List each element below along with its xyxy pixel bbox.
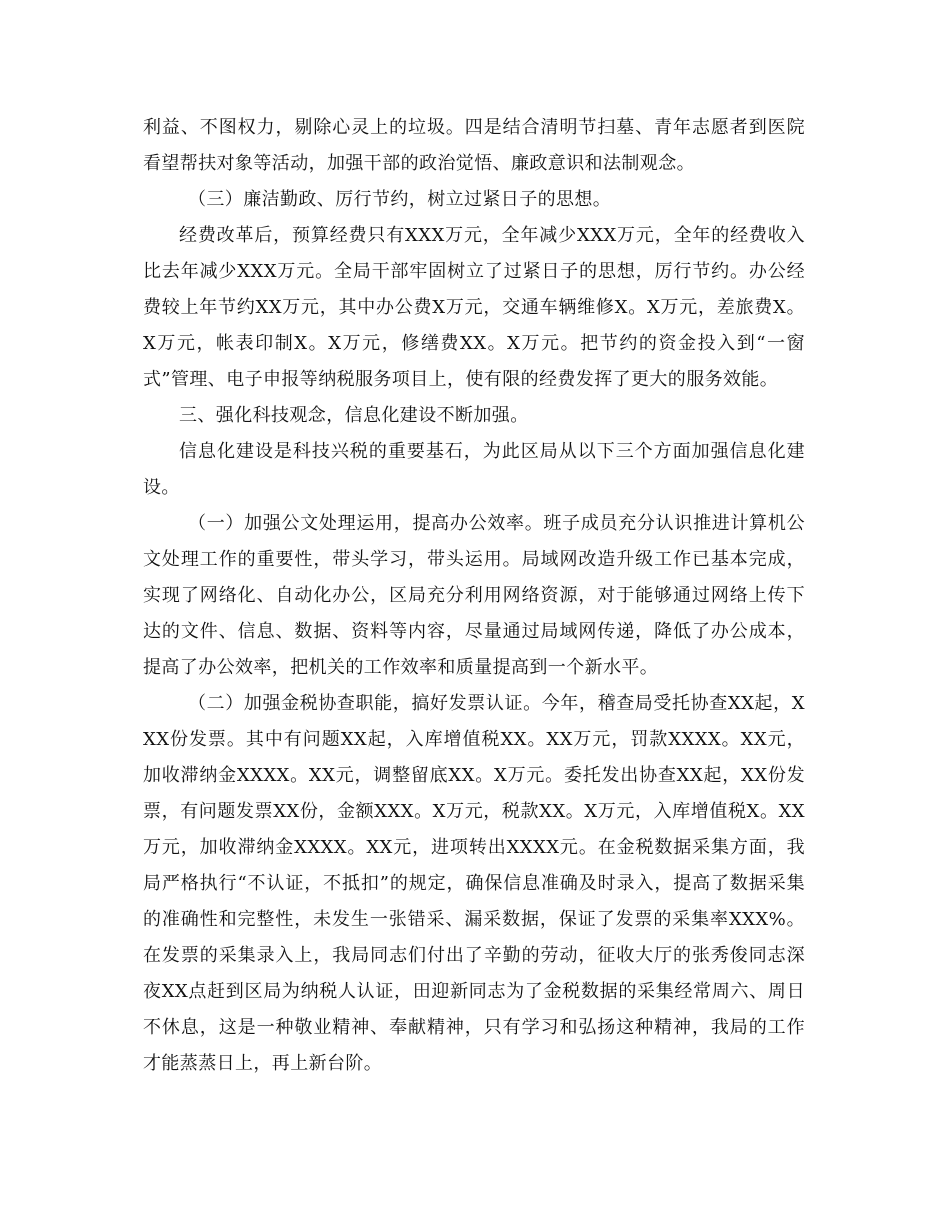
paragraph-continued: 利益、不图权力，剔除心灵上的垃圾。四是结合清明节扫墓、青年志愿者到医院看望帮扶对象等活动，加强干部的政治觉悟、廉政意识和法制观念。	[143, 117, 805, 174]
section-heading-main-3: 三、强化科技观念，信息化建设不断加强。	[179, 405, 529, 426]
paragraph-document-processing: （一）加强公文处理运用，提高办公效率。班子成员充分认识推进计算机公文处理工作的重要性，带头学习，带头运用。局域网改造升级工作已基本完成，实现了网络化、自动化办公，区局充分利用网络资源，对于能够通过网络上传下达的文件、信息、数据、资料等内容，尽量通过局域网传递，降低了办公成本，提高了办公效率，把机关的工作效率和质量提高到一个新水平。	[143, 513, 805, 678]
paragraph-budget: 经费改革后，预算经费只有XXX万元，全年减少XXX万元，全年的经费收入比去年减少XXX万元。全局干部牢固树立了过紧日子的思想，厉行节约。办公经费较上年节约XX万元，其中办公费X万元，交通车辆维修X。X万元，差旅费X。X万元，帐表印制X。X万元，修缮费XX。X万元。把节约的资金投入到“一窗式”管理、电子申报等纳税服务项目上，使有限的经费发挥了更大的服务效能。	[143, 225, 805, 390]
paragraph-golden-tax: （二）加强金税协查职能，搞好发票认证。今年，稽查局受托协查XX起，XXX份发票。其中有问题XX起，入库增值税XX。XX万元，罚款XXXX。XX元，加收滞纳金XXXX。XX元，调整留底XX。X万元。委托发出协查XX起，XX份发票，有问题发票XX份，金额XXX。X万元，税款XX。X万元，入库增值税X。XX万元，加收滞纳金XXXX。XX元，进项转出XXXX元。在金税数据采集方面，我局严格执行“不认证，不抵扣”的规定，确保信息准确及时录入，提高了数据采集的准确性和完整性，未发生一张错采、漏采数据，保证了发票的采集率XXX%。在发票的采集录入上，我局同志们付出了辛勤的劳动，征收大厅的张秀俊同志深夜XX点赶到区局为纳税人认证，田迎新同志为了金税数据的采集经常周六、周日不休息，这是一种敬业精神、奉献精神，只有学习和弘扬这种精神，我局的工作才能蒸蒸日上，再上新台阶。	[143, 693, 805, 1074]
document-body	[143, 110, 805, 1082]
paragraph-informatization: 信息化建设是科技兴税的重要基石，为此区局从以下三个方面加强信息化建设。	[143, 441, 805, 498]
section-heading-3: （三）廉洁勤政、厉行节约，树立过紧日子的思想。	[188, 189, 612, 210]
